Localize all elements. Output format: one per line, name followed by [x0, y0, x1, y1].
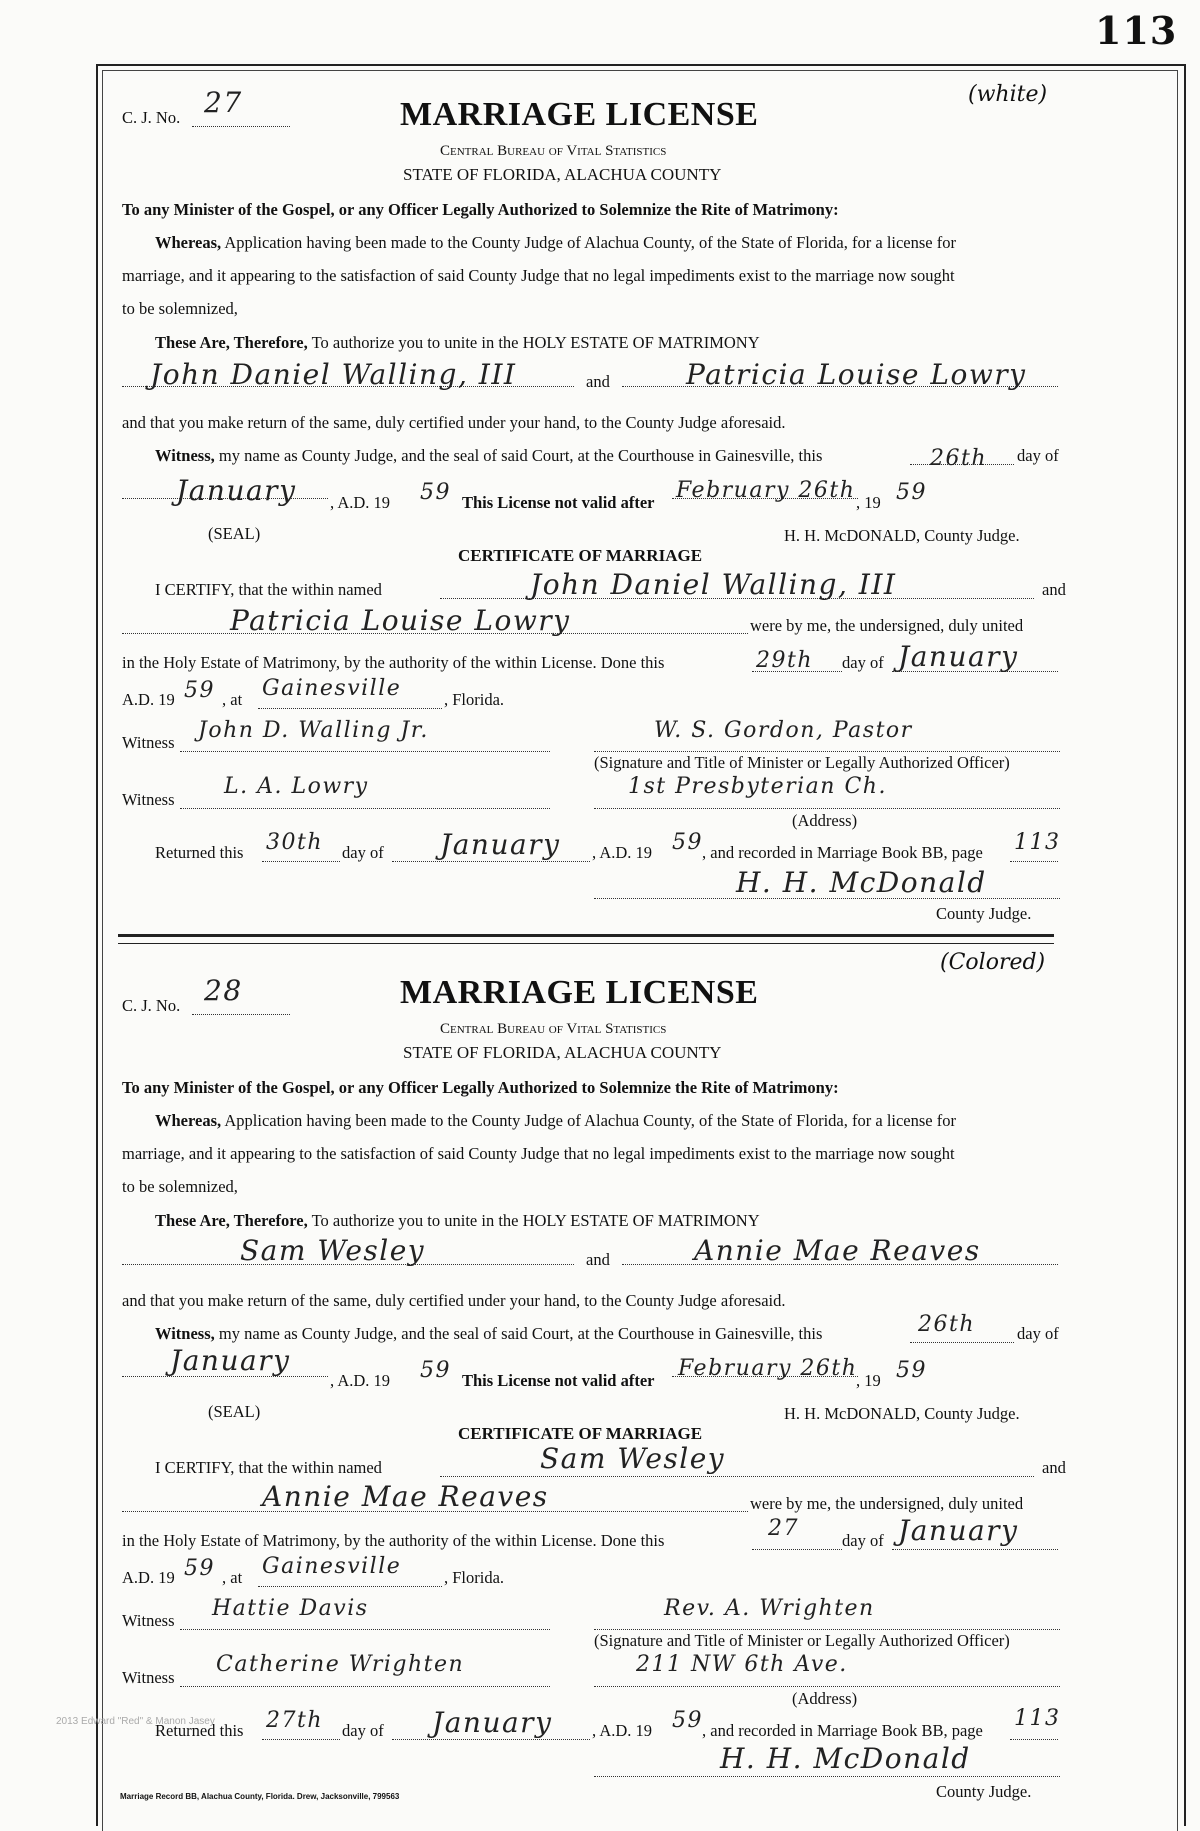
marriage-place: Gainesville	[262, 1554, 402, 1579]
license-divider	[118, 934, 1054, 944]
cert-groom: Sam Wesley	[540, 1442, 726, 1475]
certify-text: I CERTIFY, that the within named	[155, 580, 382, 599]
cj-label: C. J. No.	[122, 996, 181, 1015]
marriage-place: Gainesville	[262, 676, 402, 701]
salutation: To any Minister of the Gospel, or any Officer Legally Authorized to Solemnize the Rite of Matrimony:	[122, 200, 839, 219]
officiant-address: 1st Presbyterian Ch.	[628, 774, 887, 799]
done-month: January	[898, 1514, 1019, 1547]
done-day: 29th	[756, 648, 814, 673]
day-of-label: day of	[1017, 446, 1059, 465]
return-line: and that you make return of the same, duly certified under your hand, to the County Judge aforesaid.	[122, 1291, 786, 1310]
day-of-label-2: day of	[842, 653, 884, 672]
license-subtitle: Central Bureau of Vital Statistics	[440, 1021, 667, 1037]
recorded-ad: , A.D. 19	[592, 1721, 653, 1740]
cj-number: 27	[204, 86, 243, 119]
marriage-license-1	[0, 68, 1200, 948]
returned-year: 59	[672, 830, 703, 855]
day-of-label-3: day of	[342, 1721, 384, 1740]
county-judge-label: County Judge.	[936, 1782, 1032, 1801]
bride-name: Patricia Louise Lowry	[686, 358, 1027, 391]
issue-month: January	[170, 1344, 291, 1377]
and-label-2: and	[1042, 580, 1066, 599]
these-are-therefore: These Are, Therefore, To authorize you to unite in the HOLY ESTATE OF MATRIMONY	[155, 1211, 760, 1230]
not-valid-label: This License not valid after	[462, 493, 655, 512]
nineteen-label: , 19	[856, 1371, 881, 1390]
witness-label-1: Witness	[122, 1611, 175, 1630]
certificate-title: CERTIFICATE OF MARRIAGE	[458, 546, 703, 565]
groom-name: Sam Wesley	[240, 1234, 426, 1267]
done-year: 59	[184, 1556, 215, 1581]
returned-month: January	[440, 828, 561, 861]
not-valid-label: This License not valid after	[462, 1371, 655, 1390]
license-title: MARRIAGE LICENSE	[400, 96, 759, 133]
race-note: (white)	[968, 82, 1048, 107]
valid-year: 59	[896, 480, 927, 505]
witness-line: Witness, my name as County Judge, and the seal of said Court, at the Courthouse in Gainesville, this	[155, 446, 823, 465]
returned-month: January	[432, 1706, 553, 1739]
book-page: 113	[1014, 830, 1061, 855]
footer-imprint: Marriage Record BB, Alachua County, Florida. Drew, Jacksonville, 799563	[120, 1792, 400, 1801]
issue-year: 59	[420, 480, 451, 505]
cj-number: 28	[204, 974, 243, 1007]
these-are-therefore: These Are, Therefore, To authorize you to unite in the HOLY ESTATE OF MATRIMONY	[155, 333, 760, 352]
license-title: MARRIAGE LICENSE	[400, 974, 759, 1011]
groom-name: John Daniel Walling, III	[150, 358, 517, 391]
witness-1: Hattie Davis	[212, 1596, 369, 1621]
cert-bride: Annie Mae Reaves	[262, 1480, 549, 1513]
done-year: 59	[184, 678, 215, 703]
day-of-label: day of	[1017, 1324, 1059, 1343]
returned-year: 59	[672, 1708, 703, 1733]
recorded-ad: , A.D. 19	[592, 843, 653, 862]
valid-until-date: February 26th	[676, 478, 856, 503]
returned-text: Returned this	[155, 843, 244, 862]
certificate-title: CERTIFICATE OF MARRIAGE	[458, 1424, 703, 1443]
judge-signature: H. H. McDonald	[720, 1742, 971, 1775]
judge-signature: H. H. McDonald	[736, 866, 987, 899]
whereas-line2: marriage, and it appearing to the satisfaction of said County Judge that no legal impediments exist to the marriage now sought	[122, 266, 955, 285]
returned-day: 27th	[266, 1708, 324, 1733]
witness-label-2: Witness	[122, 1668, 175, 1687]
signature-caption: (Signature and Title of Minister or Legally Authorized Officer)	[594, 1631, 1010, 1650]
officiant-address: 211 NW 6th Ave.	[636, 1652, 848, 1677]
state-county: STATE OF FLORIDA, ALACHUA COUNTY	[403, 1043, 722, 1062]
judge-name: H. H. McDONALD, County Judge.	[784, 526, 1020, 545]
whereas-line3: to be solemnized,	[122, 1177, 238, 1196]
done-day: 27	[768, 1516, 799, 1541]
cert-bride: Patricia Louise Lowry	[230, 604, 571, 637]
at-text: , at	[222, 690, 243, 709]
and-label-2: and	[1042, 1458, 1066, 1477]
race-note: (Colored)	[940, 950, 1046, 975]
done-month: January	[898, 640, 1019, 673]
seal-label: (SEAL)	[208, 1402, 261, 1421]
witness-2: Catherine Wrighten	[216, 1652, 465, 1677]
valid-year: 59	[896, 1358, 927, 1383]
whereas-line1: Whereas, Application having been made to the County Judge of Alachua County, of the State of Florida, for a license for	[155, 233, 956, 252]
officiant-signature: W. S. Gordon, Pastor	[654, 718, 913, 743]
witness-label-2: Witness	[122, 790, 175, 809]
judge-name: H. H. McDONALD, County Judge.	[784, 1404, 1020, 1423]
at-text: , at	[222, 1568, 243, 1587]
returned-day: 30th	[266, 830, 324, 855]
day-of-label-3: day of	[342, 843, 384, 862]
return-line: and that you make return of the same, duly certified under your hand, to the County Judge aforesaid.	[122, 413, 786, 432]
united-text: were by me, the undersigned, duly united	[750, 616, 1024, 635]
returned-text: Returned this	[155, 1721, 244, 1740]
and-label: and	[586, 372, 610, 391]
ad-label: , A.D. 19	[330, 493, 391, 512]
witness-2: L. A. Lowry	[224, 774, 369, 799]
ad-prefix: A.D. 19	[122, 1568, 175, 1587]
witness-label-1: Witness	[122, 733, 175, 752]
whereas-line1: Whereas, Application having been made to the County Judge of Alachua County, of the State of Florida, for a license for	[155, 1111, 956, 1130]
cert-groom: John Daniel Walling, III	[530, 568, 897, 601]
page-number: 113	[1095, 8, 1178, 53]
ad-prefix: A.D. 19	[122, 690, 175, 709]
recorded-text: , and recorded in Marriage Book BB, page	[702, 1721, 983, 1740]
issue-year: 59	[420, 1358, 451, 1383]
certify-text: I CERTIFY, that the within named	[155, 1458, 382, 1477]
recorded-text: , and recorded in Marriage Book BB, page	[702, 843, 983, 862]
county-judge-label: County Judge.	[936, 904, 1032, 923]
whereas-line2: marriage, and it appearing to the satisfaction of said County Judge that no legal impediments exist to the marriage now sought	[122, 1144, 955, 1163]
book-page: 113	[1014, 1706, 1061, 1731]
bride-name: Annie Mae Reaves	[694, 1234, 981, 1267]
salutation: To any Minister of the Gospel, or any Officer Legally Authorized to Solemnize the Rite of Matrimony:	[122, 1078, 839, 1097]
valid-until-date: February 26th	[678, 1356, 858, 1381]
witness-line: Witness, my name as County Judge, and the seal of said Court, at the Courthouse in Gainesville, this	[155, 1324, 823, 1343]
cj-label: C. J. No.	[122, 108, 181, 127]
license-subtitle: Central Bureau of Vital Statistics	[440, 143, 667, 159]
day-of-label-2: day of	[842, 1531, 884, 1550]
ad-label: , A.D. 19	[330, 1371, 391, 1390]
marriage-license-2	[0, 944, 1200, 1824]
whereas-line3: to be solemnized,	[122, 299, 238, 318]
address-caption: (Address)	[792, 811, 858, 830]
signature-caption: (Signature and Title of Minister or Legally Authorized Officer)	[594, 753, 1010, 772]
witness-1: John D. Walling Jr.	[198, 718, 429, 743]
issue-day: 26th	[930, 446, 988, 471]
address-caption: (Address)	[792, 1689, 858, 1708]
florida-text: , Florida.	[444, 690, 505, 709]
copyright-watermark: 2013 Edward "Red" & Manon Jasey	[56, 1716, 215, 1727]
united-text: were by me, the undersigned, duly united	[750, 1494, 1024, 1513]
and-label: and	[586, 1250, 610, 1269]
issue-month: January	[176, 474, 297, 507]
seal-label: (SEAL)	[208, 524, 261, 543]
issue-day: 26th	[918, 1312, 976, 1337]
holy-estate-text: in the Holy Estate of Matrimony, by the authority of the within License. Done this	[122, 653, 665, 672]
nineteen-label: , 19	[856, 493, 881, 512]
state-county: STATE OF FLORIDA, ALACHUA COUNTY	[403, 165, 722, 184]
holy-estate-text: in the Holy Estate of Matrimony, by the authority of the within License. Done this	[122, 1531, 665, 1550]
florida-text: , Florida.	[444, 1568, 505, 1587]
officiant-signature: Rev. A. Wrighten	[664, 1596, 875, 1621]
